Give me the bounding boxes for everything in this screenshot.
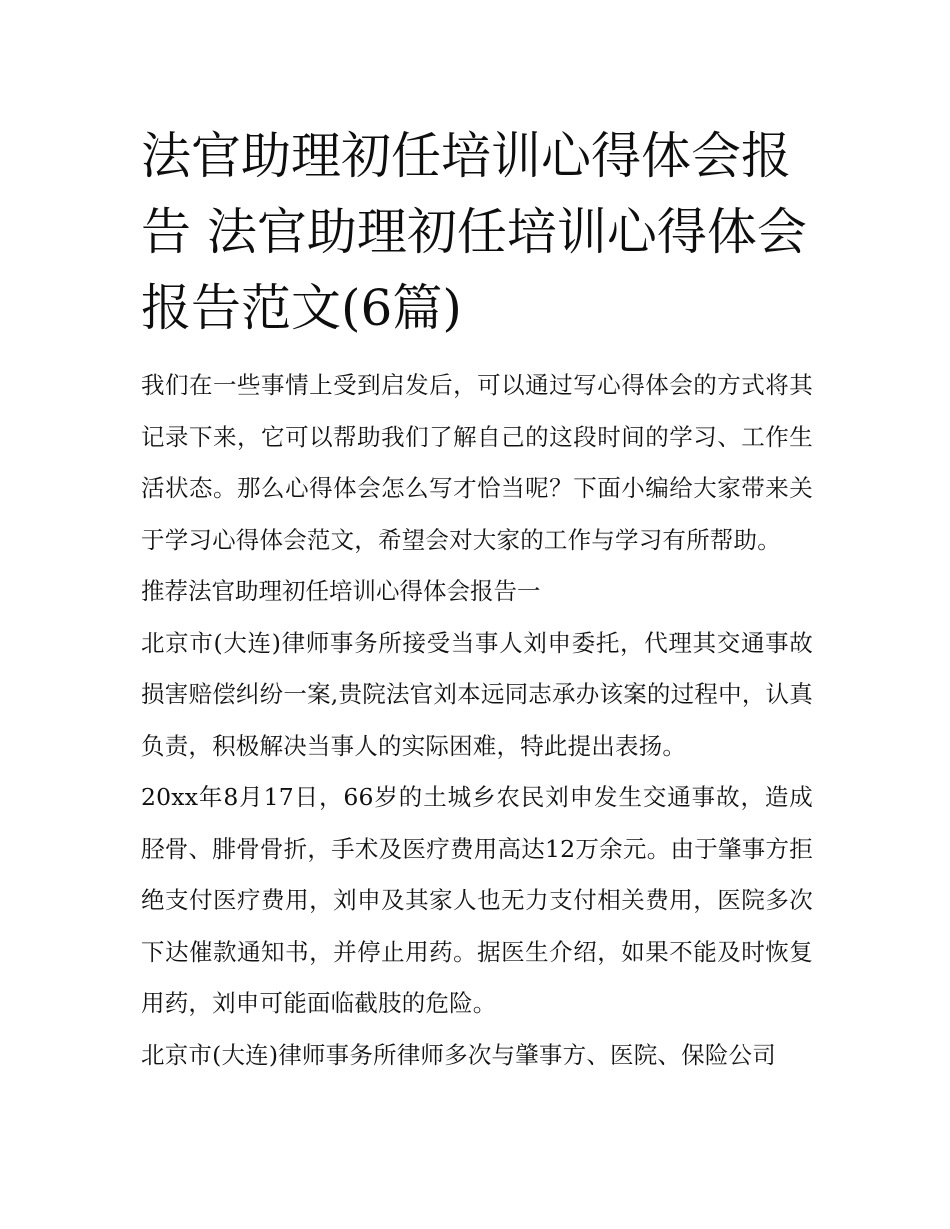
document-title: 法官助理初任培训心得体会报告 法官助理初任培训心得体会报告范文(6篇) xyxy=(141,127,807,337)
document-body xyxy=(141,118,813,1081)
body-paragraph-2: 20xx年8月17日，66岁的土城乡农民刘申发生交通事故，造成胫骨、腓骨骨折，手术及医疗费用高达12万余元。由于肇事方拒绝支付医疗费用，刘申及其家人也无力支付相关费用，医院多次下达催款通知书，并停止用药。据医生介绍，如果不能及时恢复用药，刘申可能面临截肢的危险。 xyxy=(141,783,813,1017)
section-heading: 推荐法官助理初任培训心得体会报告一 xyxy=(141,577,541,605)
intro-paragraph: 我们在一些事情上受到启发后，可以通过写心得体会的方式将其记录下来，它可以帮助我们了解自己的这段时间的学习、工作生活状态。那么心得体会怎么写才恰当呢？下面小编给大家带来关于学习心得体会范文，希望会对大家的工作与学习有所帮助。 xyxy=(141,371,813,554)
body-paragraph-1: 北京市(大连)律师事务所接受当事人刘申委托，代理其交通事故损害赔偿纠纷一案,贵院法官刘本远同志承办该案的过程中，认真负责，积极解决当事人的实际困难，特此提出表扬。 xyxy=(141,628,813,760)
body-paragraph-3: 北京市(大连)律师事务所律师多次与肇事方、医院、保险公司 xyxy=(141,1040,776,1069)
